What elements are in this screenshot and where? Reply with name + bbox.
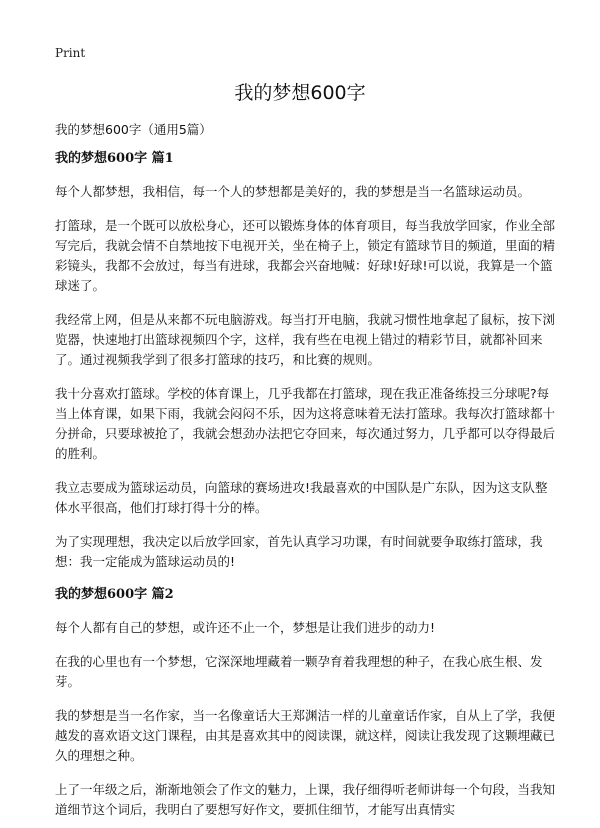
article-body	[55, 150, 555, 828]
paragraph: 为了实现理想，我决定以后放学回家，首先认真学习功课，有时间就要争取练打篮球，我想：我一定能成为篮球运动员的!	[55, 534, 543, 569]
section-1	[55, 150, 555, 572]
paragraph: 上了一年级之后，渐渐地领会了作文的魅力，上课，我仔细得听老师讲每一个句段，当我知道细节这个词后，我明白了要想写好作文，要抓住细节，才能写出真情实	[55, 782, 556, 817]
print-link[interactable]: Print	[55, 46, 86, 60]
page-title: 我的梦想600字	[234, 82, 366, 104]
paragraph: 在我的心里也有一个梦想，它深深地埋藏着一颗孕育着我理想的种子，在我心底生根、发芽。	[55, 654, 543, 689]
section-2	[55, 586, 555, 820]
paragraph: 每个人都有自己的梦想，或许还不止一个，梦想是让我们进步的动力!	[55, 620, 436, 635]
page-subtitle: 我的梦想600字（通用5篇）	[55, 122, 212, 137]
section-heading: 我的梦想600字 篇2	[55, 587, 174, 602]
paragraph: 打篮球，是一个既可以放松身心，还可以锻炼身体的体育项目，每当我放学回家，作业全部写完后，我就会情不自禁地按下电视开关，坐在椅子上，锁定有篮球节目的频道，里面的精彩镜头，我都不会放过，每当有进球，我都会兴奋地喊：好球!好球!可以说，我算是一个篮球迷了。	[55, 218, 556, 293]
section-heading: 我的梦想600字 篇1	[55, 151, 174, 166]
paragraph: 我立志要成为篮球运动员，向篮球的赛场进攻!我最喜欢的中国队是广东队，因为这支队整体水平很高，他们打球打得十分的棒。	[55, 480, 548, 515]
paragraph: 我十分喜欢打篮球。学校的体育课上，几乎我都在打篮球，现在我正准备练投三分球呢?每当上体育课，如果下雨，我就会闷闷不乐，因为这将意味着无法打篮球。我每次打篮球都十分拼命，只要球被抢了，我就会想劲办法把它夺回来，每次通过努力，几乎都可以夺得最后的胜利。	[55, 386, 556, 461]
paragraph: 每个人都梦想，我相信，每一个人的梦想都是美好的，我的梦想是当一名篮球运动员。	[55, 184, 531, 199]
paragraph: 我经常上网，但是从来都不玩电脑游戏。每当打开电脑，我就习惯性地拿起了鼠标，按下浏览器，快速地打出篮球视频四个字，这样，我有些在电视上错过的精彩节目，就都补回来了。通过视频我学到了很多打篮球的技巧，和比赛的规则。	[55, 312, 556, 367]
paragraph: 我的梦想是当一名作家，当一名像童话大王郑渊洁一样的儿童童话作家，自从上了学，我便越发的喜欢语文这门课程，由其是喜欢其中的阅读课，就这样，阅读让我发现了这颗埋藏已久的理想之种。	[55, 708, 556, 763]
